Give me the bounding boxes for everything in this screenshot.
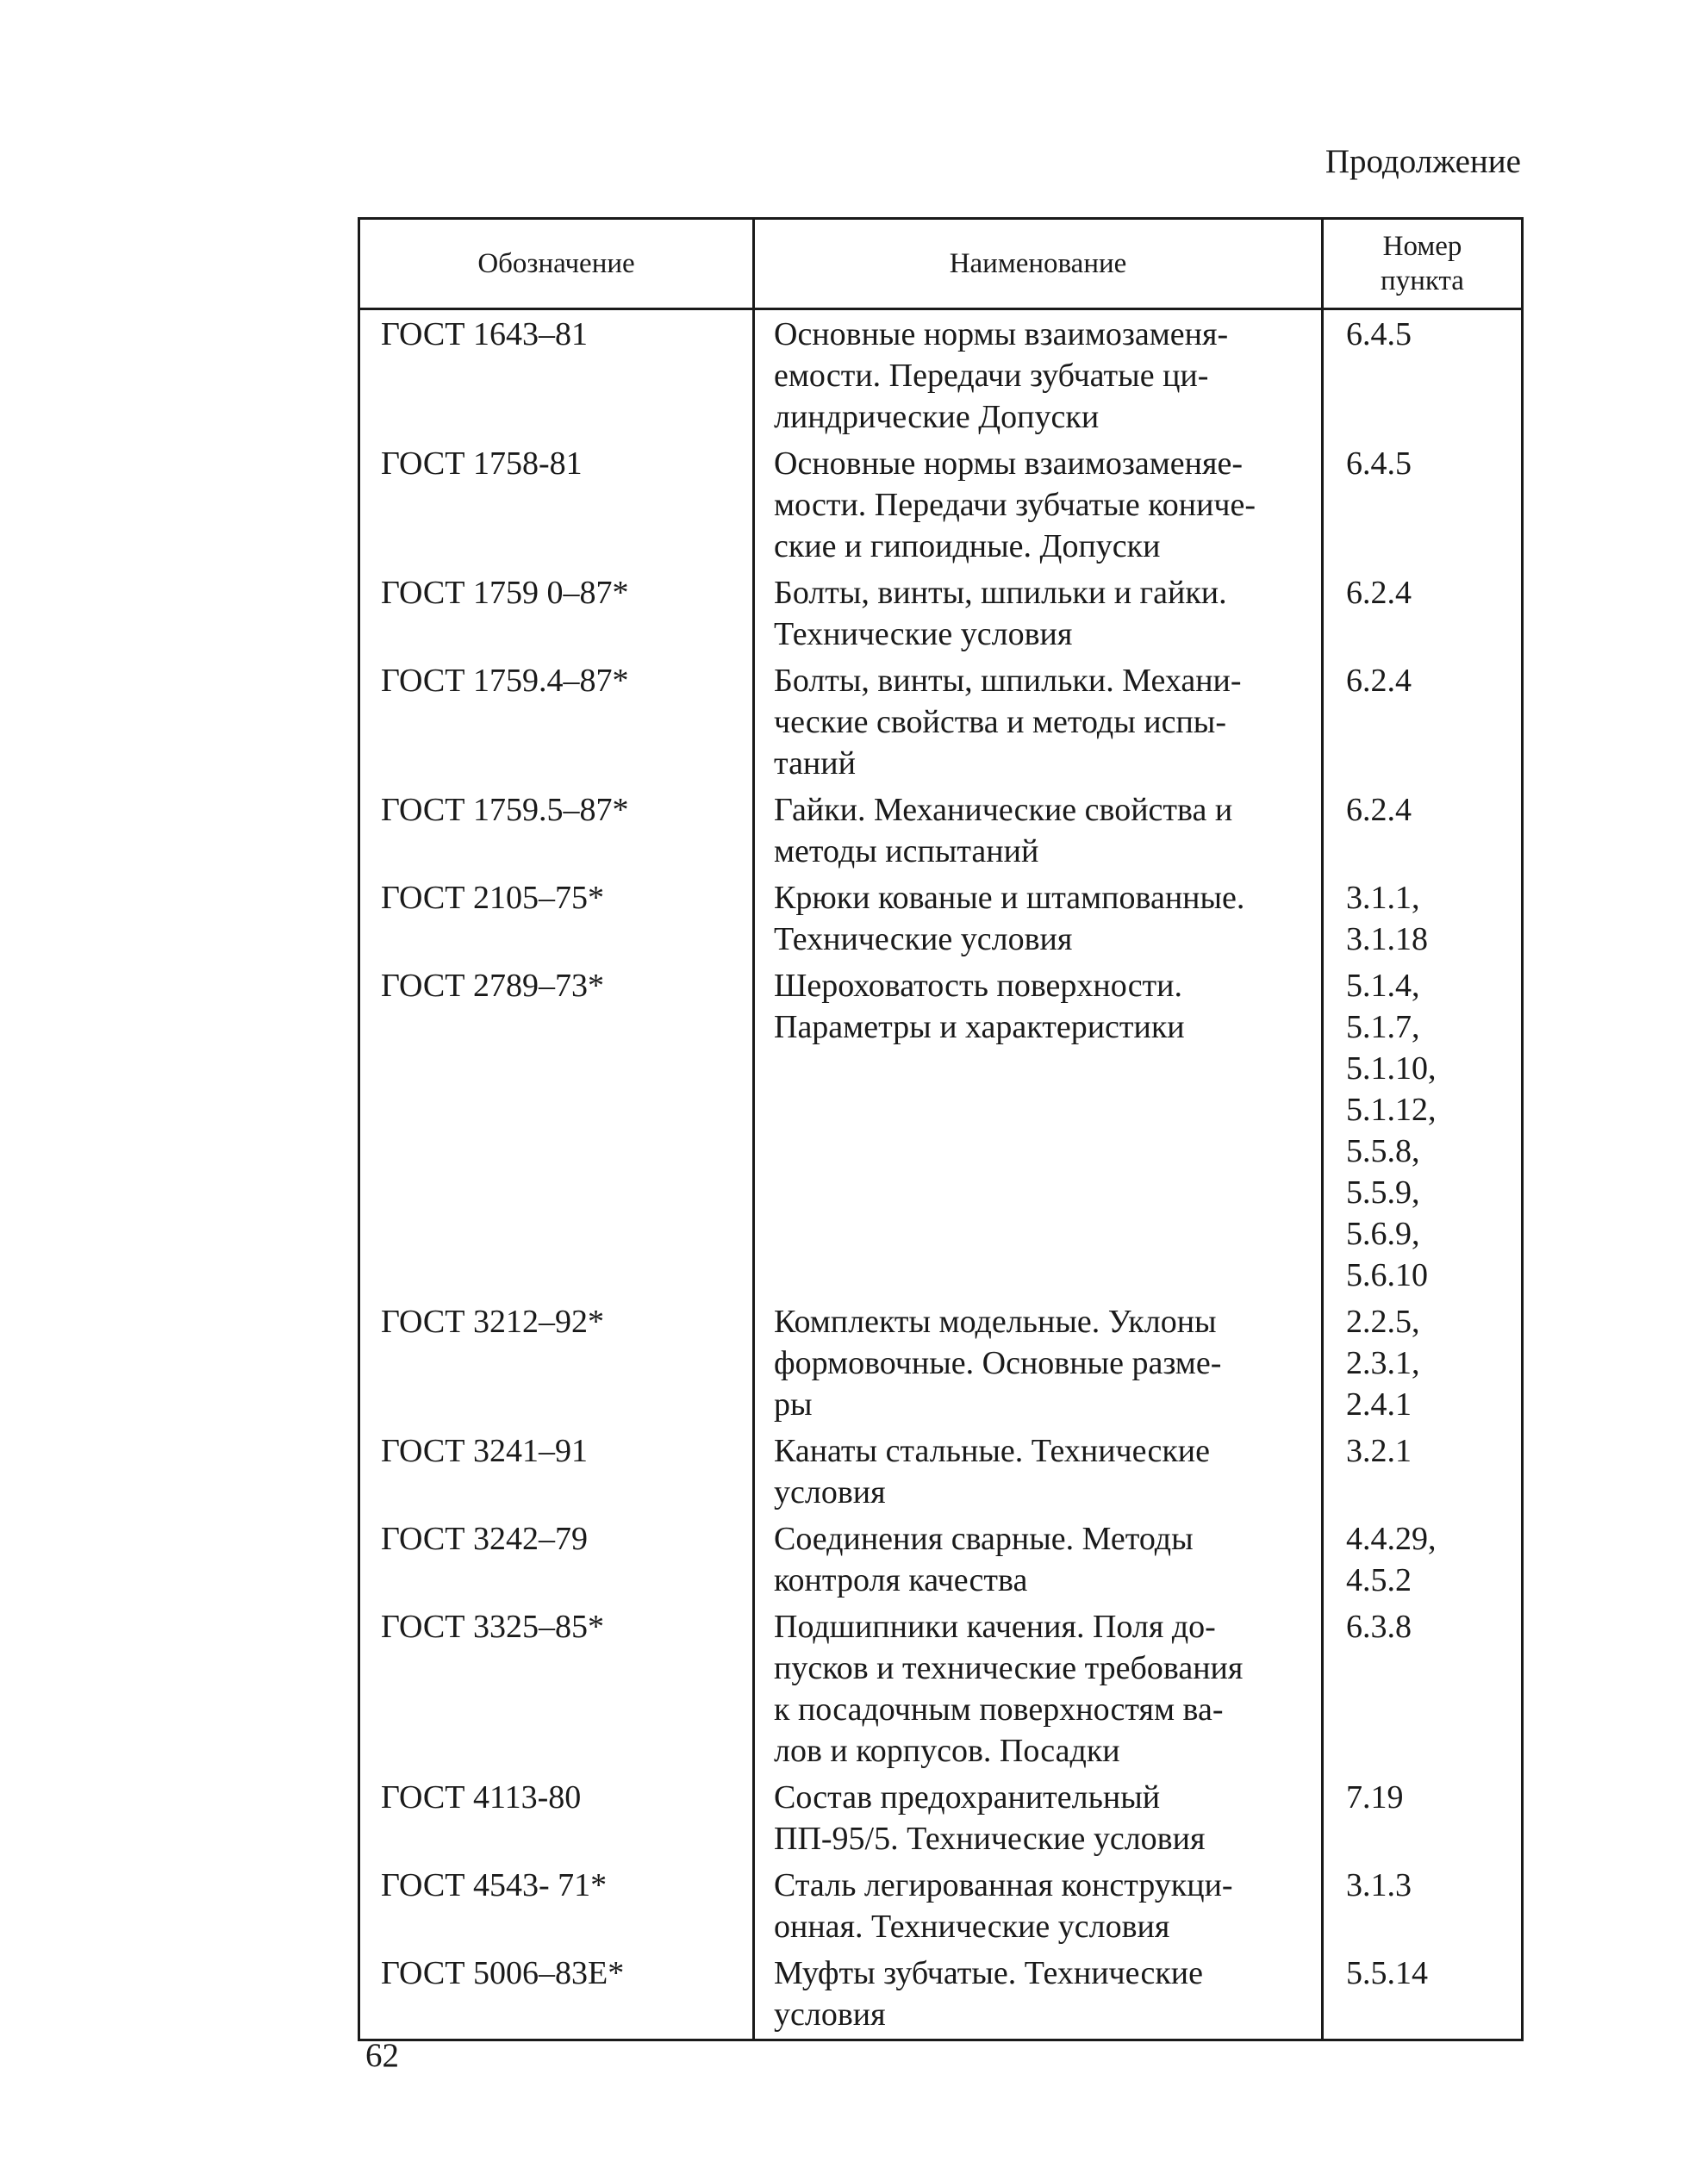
column-header-name: Наименование [754,219,1323,309]
table-row [359,789,1523,877]
table-row [359,1953,1523,2040]
clause-number-cell: 3.1.1, 3.1.18 [1323,877,1523,965]
table-row [359,309,1523,444]
name-cell: Подшипники качения. Поля до- пусков и технические требования к посадочным поверхностям ва- лов и корпусов. Посадки [754,1606,1323,1777]
table-row [359,443,1523,572]
designation-cell: ГОСТ 1759.4–87* [359,660,754,789]
designation-cell: ГОСТ 1759.5–87* [359,789,754,877]
designation-cell: ГОСТ 5006–83Е* [359,1953,754,2040]
clause-number-cell: 4.4.29, 4.5.2 [1323,1518,1523,1606]
clause-number-cell: 6.3.8 [1323,1606,1523,1777]
name-cell: Гайки. Механические свойства и методы испытаний [754,789,1323,877]
table-row [359,660,1523,789]
standards-reference-table [358,217,1524,2041]
clause-number-cell: 5.1.4, 5.1.7, 5.1.10, 5.1.12, 5.5.8, 5.5.9, 5.6.9, 5.6.10 [1323,965,1523,1301]
designation-cell: ГОСТ 4113-80 [359,1777,754,1865]
name-cell: Болты, винты, шпильки и гайки. Технические условия [754,572,1323,660]
table-header-row [359,219,1523,309]
name-cell: Комплекты модельные. Уклоны формовочные. Основные разме- ры [754,1301,1323,1430]
name-cell: Канаты стальные. Технические условия [754,1430,1323,1518]
designation-cell: ГОСТ 1643–81 [359,309,754,444]
column-header-clause-number: Номер пункта [1323,219,1523,309]
name-cell: Состав предохранительный ПП-95/5. Технические условия [754,1777,1323,1865]
designation-cell: ГОСТ 1758-81 [359,443,754,572]
designation-cell: ГОСТ 3241–91 [359,1430,754,1518]
name-cell: Основные нормы взаимозаменяе- мости. Передачи зубчатые кониче- ские и гипоидные. Допуски [754,443,1323,572]
clause-number-cell: 6.2.4 [1323,789,1523,877]
table-row [359,1777,1523,1865]
table-row [359,1301,1523,1430]
designation-cell: ГОСТ 2105–75* [359,877,754,965]
column-header-designation: Обозначение [359,219,754,309]
clause-number-cell: 6.2.4 [1323,660,1523,789]
table-row [359,1865,1523,1953]
name-cell: Крюки кованые и штампованные. Технические условия [754,877,1323,965]
name-cell: Соединения сварные. Методы контроля качества [754,1518,1323,1606]
table-row [359,877,1523,965]
continuation-label: Продолжение [1325,143,1521,180]
designation-cell: ГОСТ 2789–73* [359,965,754,1301]
clause-number-cell: 3.2.1 [1323,1430,1523,1518]
table-row [359,1430,1523,1518]
name-cell: Болты, винты, шпильки. Механи- ческие свойства и методы испы- таний [754,660,1323,789]
designation-cell: ГОСТ 1759 0–87* [359,572,754,660]
clause-number-cell: 7.19 [1323,1777,1523,1865]
table-row [359,572,1523,660]
name-cell: Основные нормы взаимозаменя- емости. Передачи зубчатые ци- линдрические Допуски [754,309,1323,444]
table-body [359,309,1523,2040]
name-cell: Муфты зубчатые. Технические условия [754,1953,1323,2040]
name-cell: Шероховатость поверхности. Параметры и характеристики [754,965,1323,1301]
clause-number-cell: 2.2.5, 2.3.1, 2.4.1 [1323,1301,1523,1430]
name-cell: Сталь легированная конструкци- онная. Технические условия [754,1865,1323,1953]
designation-cell: ГОСТ 3325–85* [359,1606,754,1777]
clause-number-cell: 6.4.5 [1323,309,1523,444]
designation-cell: ГОСТ 3212–92* [359,1301,754,1430]
table-row [359,1606,1523,1777]
clause-number-cell: 5.5.14 [1323,1953,1523,2040]
page-number: 62 [365,2037,399,2074]
designation-cell: ГОСТ 4543- 71* [359,1865,754,1953]
clause-number-cell: 6.4.5 [1323,443,1523,572]
designation-cell: ГОСТ 3242–79 [359,1518,754,1606]
clause-number-cell: 3.1.3 [1323,1865,1523,1953]
table-row [359,965,1523,1301]
clause-number-cell: 6.2.4 [1323,572,1523,660]
table-row [359,1518,1523,1606]
